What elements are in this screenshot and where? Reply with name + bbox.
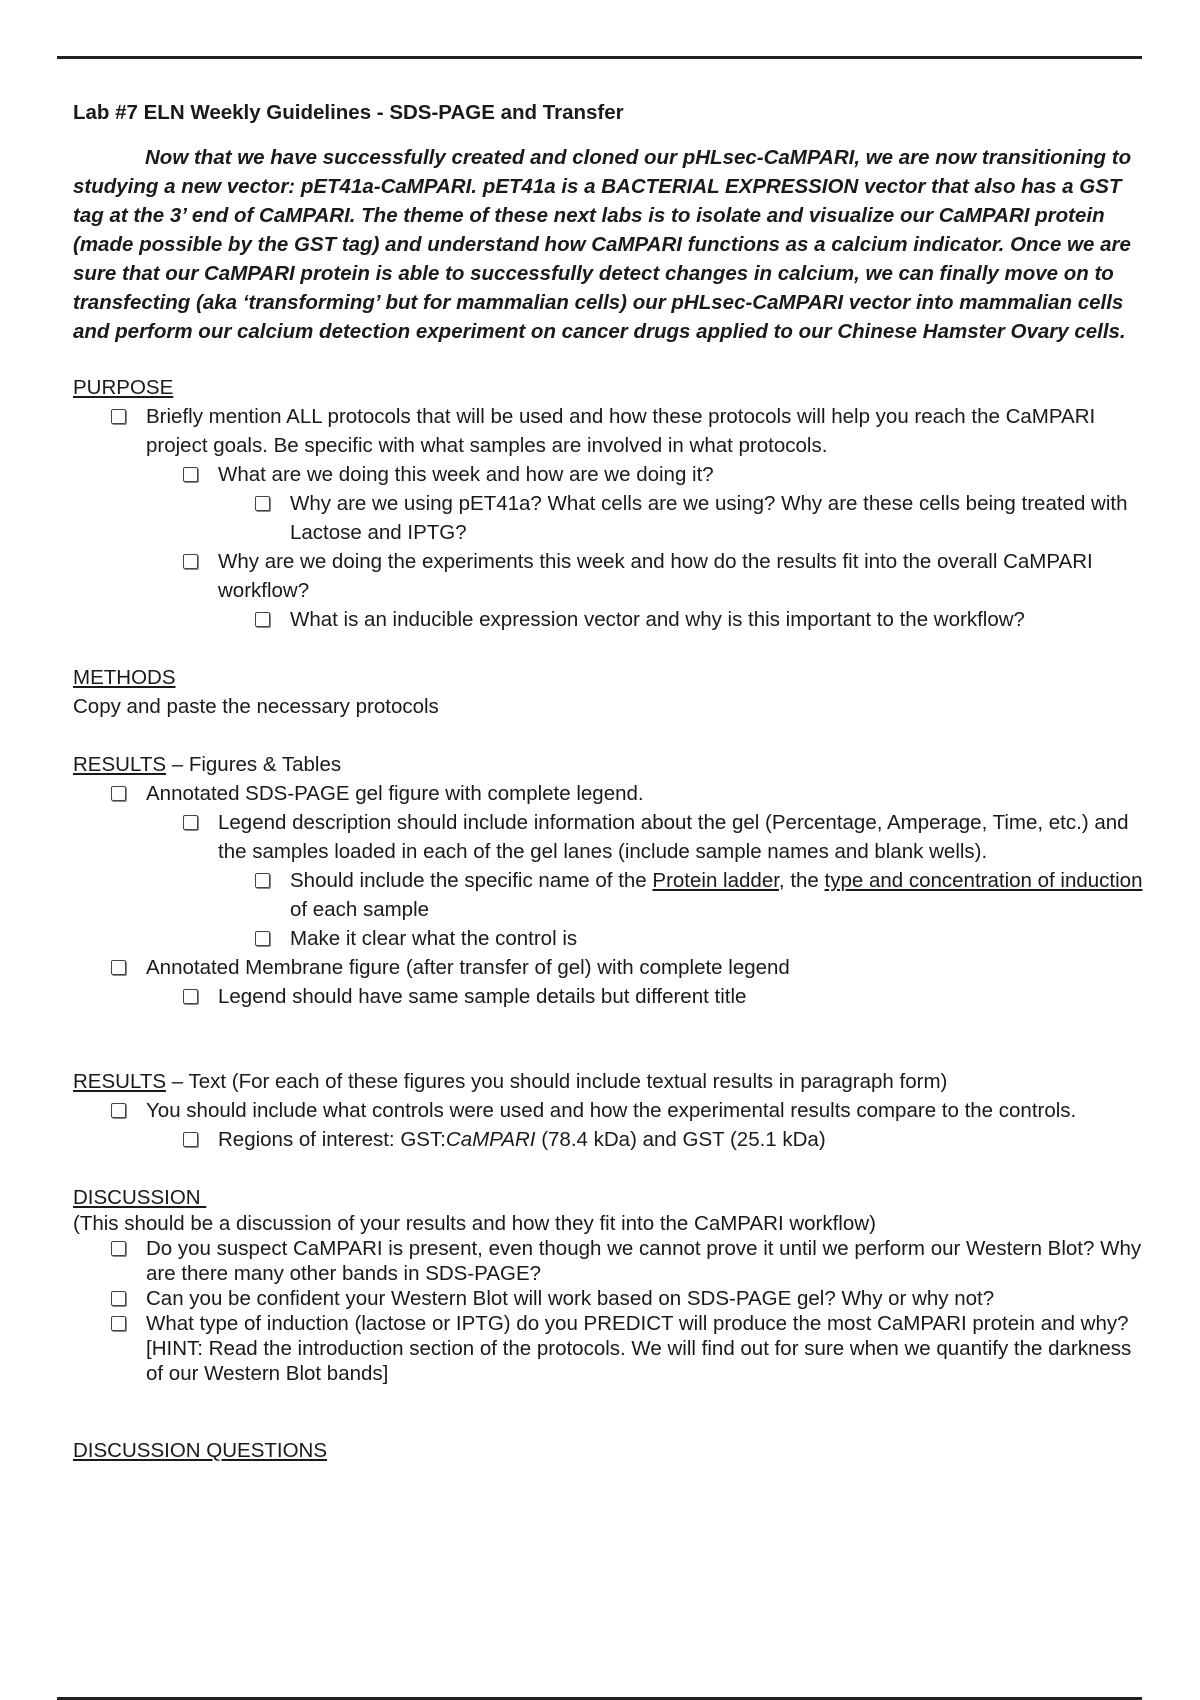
checkbox-icon[interactable] [111,960,126,975]
document-page [73,98,1153,1465]
checklist-item-text: Briefly mention ALL protocols that will be used and how these protocols will help you reach the CaMPARI project goals. Be specific with what samples are involved in what protocols. [146,405,1096,457]
checkbox-icon[interactable] [111,1103,126,1118]
checklist-item-text: Why are we doing the experiments this week and how do the results fit into the overall CaMPARI workflow? [218,550,1093,602]
checklist-item-text: Legend should have same sample details but different title [218,985,747,1008]
checkbox-icon[interactable] [183,989,198,1004]
induction-underlined: type and concentration of induction [824,869,1143,892]
purpose-heading-text: PURPOSE [73,376,174,399]
checkbox-icon[interactable] [111,409,126,424]
results-heading-text: RESULTS [73,753,167,776]
methods-text: Copy and paste the necessary protocols [73,695,439,718]
results-text-heading [73,1067,1153,1096]
results-heading-text: RESULTS [73,1070,167,1093]
checklist-item-text: Why are we using pET41a? What cells are we using? Why are these cells being treated with Lactose and IPTG? [290,492,1128,544]
intro-text: Now that we have successfully created and cloned our pHLsec-CaMPARI, we are now transitioning to studying a new vector: pET41a-CaMPARI. pET41a is a BACTERIAL EXPRESSION vector that also has a GST tag at the 3’ end of CaMPARI. The theme of these next labs is to isolate and visualize our CaMPARI protein (made possible by the GST tag) and understand how CaMPARI functions as a calcium indicator. Once we are sure that our CaMPARI protein is able to successfully detect changes in calcium, we can finally move on to transfecting (aka ‘transforming’ but for mammalian cells) our pHLsec-CaMPARI vector into mammalian cells and perform our calcium detection experiment on cancer drugs applied to our Chinese Hamster Ovary cells. [73,146,1132,343]
document-title: Lab #7 ELN Weekly Guidelines - SDS-PAGE and Transfer [73,101,624,124]
checklist-item[interactable] [73,489,1153,547]
checkbox-icon[interactable] [111,786,126,801]
checklist-item[interactable] [73,460,1153,489]
discussion-questions-heading [73,1436,1153,1465]
text-segment: Should include the specific name of the [290,869,653,892]
checklist-item[interactable] [73,1236,1153,1286]
checklist-item-text: Annotated Membrane figure (after transfer of gel) with complete legend [146,956,790,979]
results-subheading: – Text (For each of these figures you should include textual results in paragraph form) [166,1070,948,1093]
checklist-item[interactable] [73,808,1153,866]
checklist-item-text: Do you suspect CaMPARI is present, even though we cannot prove it until we perform our Western Blot? Why are there many other bands in SDS-PAGE? [146,1237,1142,1285]
checklist-item[interactable] [73,402,1153,460]
checkbox-icon[interactable] [255,873,270,888]
checklist-item-text: What is an inducible expression vector and why is this important to the workflow? [290,608,1025,631]
checklist-item[interactable] [73,924,1153,953]
checklist-item-text: Annotated SDS-PAGE gel figure with complete legend. [146,782,644,805]
checklist-item[interactable] [73,605,1153,634]
checkbox-icon[interactable] [255,612,270,627]
checklist-item-text: What type of induction (lactose or IPTG) do you PREDICT will produce the most CaMPARI protein and why? [HINT: Read the introduction section of the protocols. We will find out for sure when we quantify the darkness of our Western Blot bands] [146,1312,1132,1385]
checklist-item-text: Make it clear what the control is [290,927,578,950]
top-rule [57,56,1142,59]
checkbox-icon[interactable] [183,554,198,569]
text-segment: , the [778,869,825,892]
results-subheading: – Figures & Tables [166,753,342,776]
methods-heading [73,663,1153,692]
checklist-item[interactable] [73,779,1153,808]
checklist-item[interactable] [73,953,1153,982]
checklist-item[interactable] [73,1286,1153,1311]
methods-heading-text: METHODS [73,666,176,689]
text-segment: Regions of interest: GST: [218,1128,446,1151]
checklist-item[interactable] [73,866,1153,924]
checklist-item[interactable] [73,547,1153,605]
text-segment: of each sample [290,898,430,921]
checklist-item-text: You should include what controls were used and how the experimental results compare to the controls. [146,1099,1077,1122]
checkbox-icon[interactable] [111,1316,126,1331]
checklist-item[interactable] [73,1096,1153,1125]
checkbox-icon[interactable] [111,1291,126,1306]
checklist-item[interactable] [73,1125,1153,1154]
checkbox-icon[interactable] [111,1241,126,1256]
checkbox-icon[interactable] [255,496,270,511]
purpose-heading [73,373,1153,402]
checkbox-icon[interactable] [183,467,198,482]
results-figures-heading [73,750,1153,779]
protein-ladder-underlined: Protein ladder [652,869,779,892]
checkbox-icon[interactable] [183,1132,198,1147]
checklist-item-text: Can you be confident your Western Blot will work based on SDS-PAGE gel? Why or why not? [146,1287,995,1310]
text-segment: (78.4 kDa) and GST (25.1 kDa) [535,1128,826,1151]
discussion-heading [73,1183,1153,1212]
checkbox-icon[interactable] [183,815,198,830]
discussion-questions-heading-text: DISCUSSION QUESTIONS [73,1439,328,1462]
checklist-item-text: Legend description should include information about the gel (Percentage, Amperage, Time, etc.) and the samples loaded in each of the gel lanes (include sample names and blank wells). [218,811,1129,863]
campari-italic: CaMPARI [445,1128,536,1151]
checklist-item-text: What are we doing this week and how are we doing it? [218,463,714,486]
intro-paragraph [73,143,1153,346]
checkbox-icon[interactable] [255,931,270,946]
discussion-heading-text: DISCUSSION [73,1186,207,1209]
checklist-item[interactable] [73,1311,1153,1386]
checklist-item[interactable] [73,982,1153,1011]
discussion-note: (This should be a discussion of your results and how they fit into the CaMPARI workflow) [73,1212,876,1235]
